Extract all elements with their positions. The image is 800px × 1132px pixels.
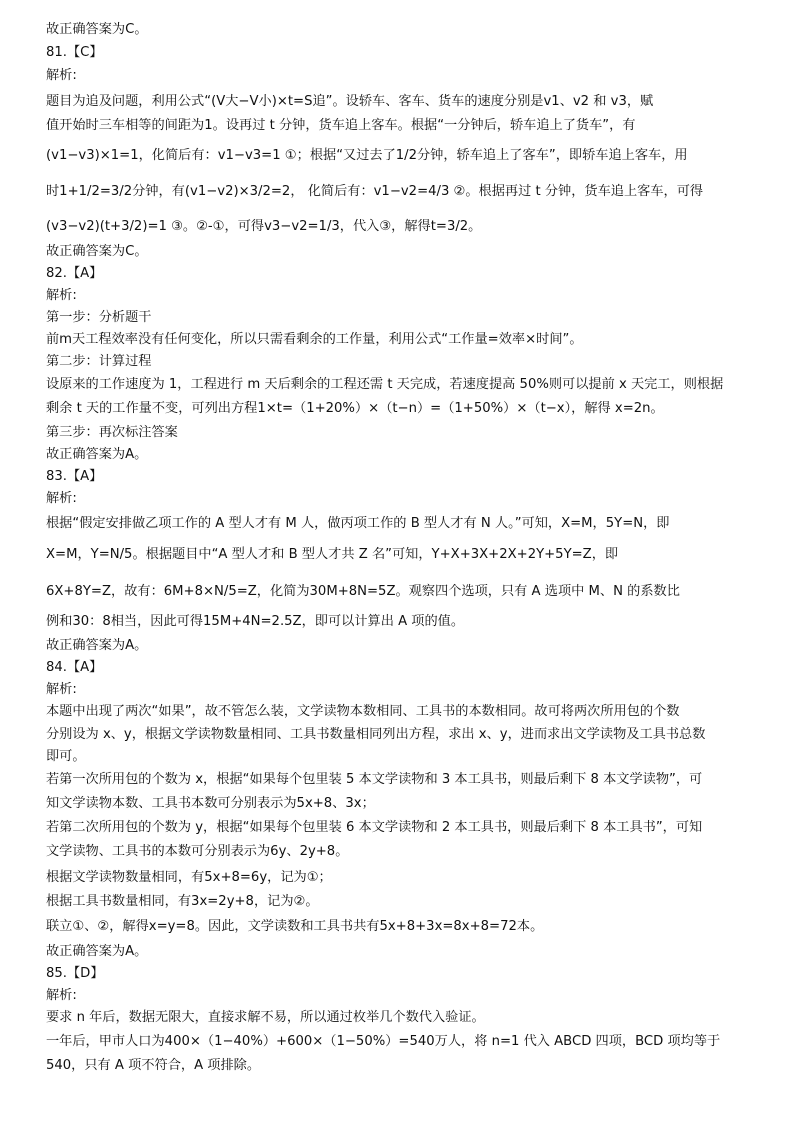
- text-line: 540，只有 A 项不符合，A 项排除。: [46, 1058, 261, 1073]
- text-line: 时1+1/2=3/2分钟，有(v1−v2)×3/2=2， 化简后有：v1−v2=4/3 ②。根据再过 t 分钟，货车追上客车，可得: [46, 184, 704, 199]
- question-heading: 81.【C】: [46, 45, 103, 60]
- text-line: 一年后，甲市人口为400×（1−40%）+600×（1−50%）=540万人，将 n=1 代入 ABCD 四项，BCD 项均等于: [46, 1034, 721, 1049]
- text-line: 故正确答案为A。: [46, 944, 148, 959]
- text-line: 即可。: [46, 749, 86, 764]
- question-heading: 83.【A】: [46, 469, 103, 484]
- text-line: 前m天工程效率没有任何变化，所以只需看剩余的工作量，利用公式“工作量=效率×时间”。: [46, 332, 583, 347]
- question-heading: 82.【A】: [46, 266, 103, 281]
- step-heading: 第三步：再次标注答案: [46, 425, 178, 440]
- text-line: (v1−v3)×1=1，化简后有：v1−v3=1 ①；根据“又过去了1/2分钟，轿车追上了客车”，即轿车追上客车，用: [46, 148, 688, 163]
- text-line: 若第二次所用包的个数为 y，根据“如果每个包里装 6 本文学读物和 2 本工具书，则最后剩下 8 本工具书”，可知: [46, 820, 703, 835]
- text-line: 设原来的工作速度为 1，工程进行 m 天后剩余的工程还需 t 天完成，若速度提高 50%则可以提前 x 天完工，则根据: [46, 377, 724, 392]
- text-line: 故正确答案为A。: [46, 447, 148, 462]
- text-line: 剩余 t 天的工作量不变，可列出方程1×t=（1+20%）×（t−n）=（1+50%）×（t−x），解得 x=2n。: [46, 401, 664, 416]
- text-line: 根据工具书数量相同，有3x=2y+8，记为②。: [46, 894, 319, 909]
- question-heading: 85.【D】: [46, 966, 104, 981]
- text-line: 分别设为 x、y，根据文学读物数量相同、工具书数量相同列出方程，求出 x、y，进而求出文学读物及工具书总数: [46, 727, 706, 742]
- question-heading: 84.【A】: [46, 660, 103, 675]
- text-line: (v3−v2)(t+3/2)=1 ③。②-①，可得v3−v2=1/3，代入③，解得t=3/2。: [46, 219, 482, 234]
- text-line: 例和30：8相当，因此可得15M+4N=2.5Z，即可以计算出 A 项的值。: [46, 614, 465, 629]
- text-line: 题目为追及问题，利用公式“(V大−V小)×t=S追”。设轿车、客车、货车的速度分别是v1、v2 和 v3，赋: [46, 94, 654, 109]
- text-line: 值开始时三车相等的间距为1。设再过 t 分钟，货车追上客车。根据“一分钟后，轿车追上了货车”，有: [46, 118, 636, 133]
- analysis-label: 解析:: [46, 682, 77, 697]
- text-line: 本题中出现了两次“如果”，故不管怎么装，文学读物本数相同、工具书的本数相同。故可将两次所用包的个数: [46, 704, 680, 719]
- text-line: 根据“假定安排做乙项工作的 A 型人才有 M 人，做丙项工作的 B 型人才有 N 人。”可知，X=M，5Y=N，即: [46, 516, 670, 531]
- step-heading: 第二步：计算过程: [46, 354, 152, 369]
- text-line: 若第一次所用包的个数为 x，根据“如果每个包里装 5 本文学读物和 3 本工具书，则最后剩下 8 本文学读物”，可: [46, 772, 703, 787]
- step-heading: 第一步：分析题干: [46, 310, 152, 325]
- analysis-label: 解析:: [46, 491, 77, 506]
- text-line: 根据文学读物数量相同，有5x+8=6y，记为①；: [46, 870, 332, 885]
- text-line: X=M，Y=N/5。根据题目中“A 型人才和 B 型人才共 Z 名”可知，Y+X+3X+2X+2Y+5Y=Z，即: [46, 547, 619, 562]
- text-line: 文学读物、工具书的本数可分别表示为6y、2y+8。: [46, 844, 349, 859]
- analysis-label: 解析:: [46, 288, 77, 303]
- text-line: 6X+8Y=Z，故有：6M+8×N/5=Z，化简为30M+8N=5Z。观察四个选项，只有 A 选项中 M、N 的系数比: [46, 584, 680, 599]
- text-line: 联立①、②，解得x=y=8。因此，文学读数和工具书共有5x+8+3x=8x+8=72本。: [46, 919, 544, 934]
- text-line: 故正确答案为C。: [46, 22, 148, 37]
- text-line: 知文学读物本数、工具书本数可分别表示为5x+8、3x；: [46, 796, 375, 811]
- analysis-label: 解析:: [46, 68, 77, 83]
- text-line: 要求 n 年后，数据无限大，直接求解不易，所以通过枚举几个数代入验证。: [46, 1010, 485, 1025]
- text-line: 故正确答案为C。: [46, 244, 148, 259]
- text-line: 故正确答案为A。: [46, 638, 148, 653]
- analysis-label: 解析:: [46, 988, 77, 1003]
